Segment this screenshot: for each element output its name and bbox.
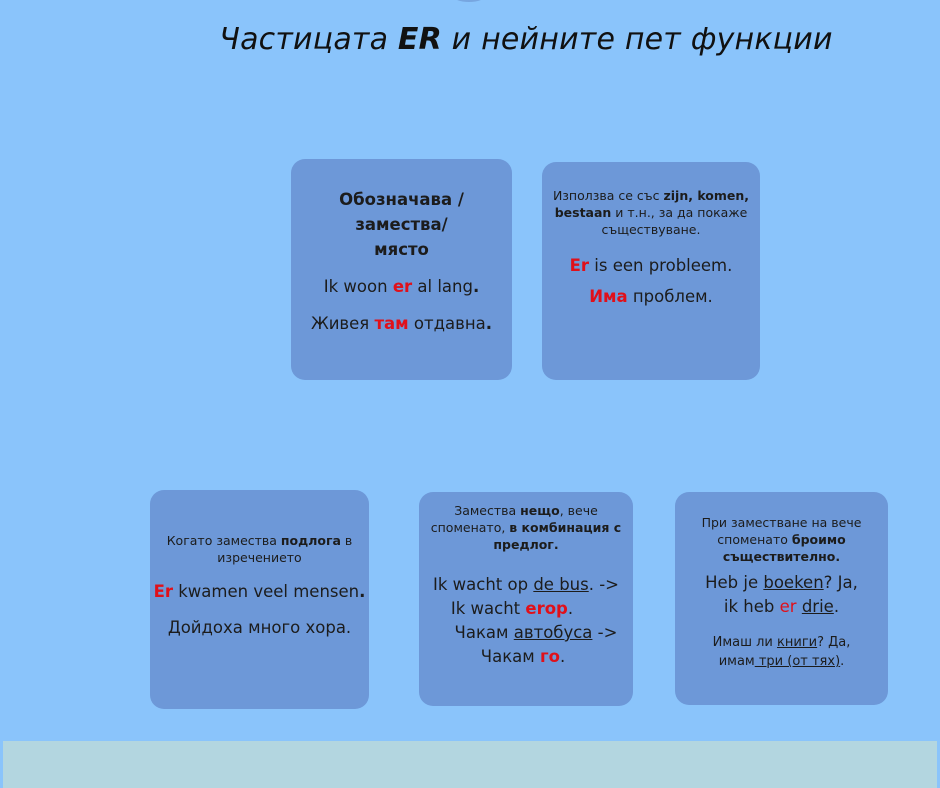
example-bulgarian: Живея там отдавна.	[310, 314, 493, 333]
example-bulgarian: Имаш ли книги? Да, имам три (от тях).	[712, 635, 851, 669]
card-description: Когато замества подлога в изречението	[166, 533, 353, 565]
example-bulgarian: Дойдоха много хора.	[167, 618, 352, 637]
card-description: Замества нещо, вече споменато, в комбинация с предлог.	[430, 503, 622, 552]
card-preposition	[419, 492, 633, 706]
card-subject	[150, 490, 369, 709]
example-dutch-result: Ik wacht erop.	[450, 599, 574, 618]
card-description: Използва се със zijn, komen, bestaan и т.н., за да покаже съществуване.	[552, 188, 750, 237]
example-bulgarian: Чакам автобуса ->	[454, 623, 618, 642]
card-quantity	[675, 492, 888, 705]
page-title: Частицата ER и нейните пет функции	[219, 22, 833, 57]
example-dutch-answer: ik heb er drie.	[723, 597, 840, 616]
example-dutch: Ik wacht op de bus. ->	[432, 575, 620, 594]
card-existence	[542, 162, 760, 380]
example-bulgarian-result: Чакам го.	[480, 647, 566, 666]
example-dutch: Ik woon er al lang.	[323, 277, 480, 296]
card-description: При заместване на вече споменато броимо съществително.	[701, 515, 862, 564]
example-dutch: Er is een probleem.	[569, 256, 733, 275]
decorative-circle	[452, 0, 486, 2]
card-heading: Обозначава /замества/ място	[339, 190, 464, 259]
footer-band	[3, 741, 937, 788]
example-bulgarian: Има проблем.	[589, 287, 713, 306]
example-dutch: Er kwamen veel mensen.	[153, 582, 366, 601]
example-dutch: Heb je boeken? Ja,	[705, 573, 858, 592]
card-place	[291, 159, 512, 380]
